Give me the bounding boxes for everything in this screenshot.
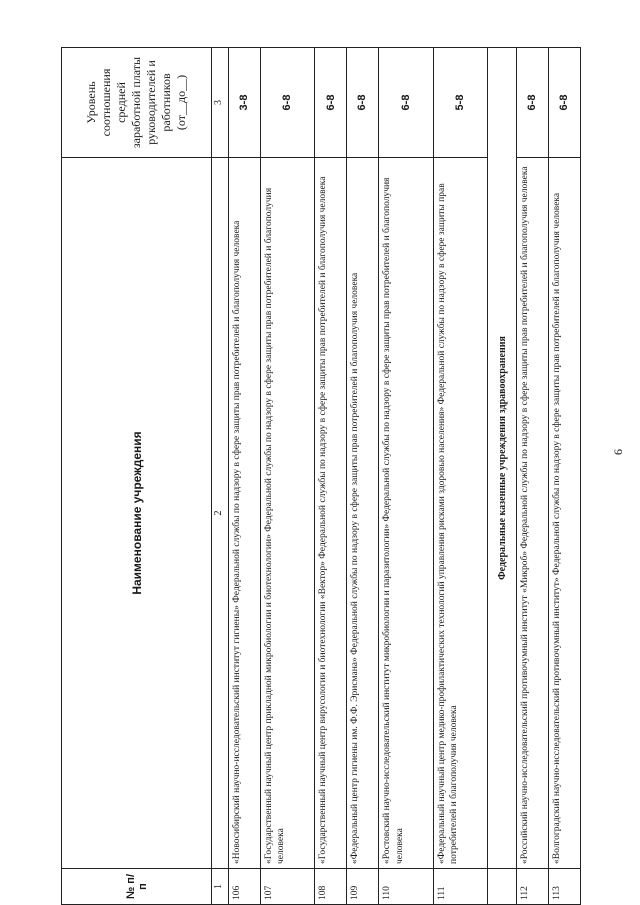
- header-level: Уровень соотношения средней заработной платы руководителей и работников (от__до__): [62, 48, 212, 158]
- col-index-2: 2: [212, 158, 229, 869]
- row-name: «Государственный научный центр прикладной микробиологии и биотехнологии» Федеральной службы по надзору в сфере защиты прав потребителей и благополучия человека: [260, 158, 315, 869]
- row-name: «Новосибирский научно-исследовательский институт гигиены» Федеральной службы по надзору в сфере защиты прав потребителей и благополучия человека: [229, 158, 261, 869]
- row-name: «Федеральный научный центр медико-профилактических технологий управления рисками здоровью населения» Федеральной службы по надзору в сфере защиты прав потребителей и благополучия человека: [433, 158, 488, 869]
- section-row: [488, 48, 517, 905]
- section-empty-cell: [488, 869, 517, 905]
- table-row: [379, 48, 434, 905]
- institutions-table: [61, 47, 581, 905]
- column-index-row: [212, 48, 229, 905]
- col-index-1: 1: [212, 869, 229, 905]
- row-value: 6-8: [260, 48, 315, 158]
- row-num: 109: [347, 869, 379, 905]
- row-value: 6-8: [517, 48, 549, 158]
- row-value: 6-8: [347, 48, 379, 158]
- row-num: 106: [229, 869, 261, 905]
- row-value: 6-8: [379, 48, 434, 158]
- table-row: [517, 48, 549, 905]
- table-row: [315, 48, 347, 905]
- row-num: 107: [260, 869, 315, 905]
- table-row: [433, 48, 488, 905]
- row-name: «Ростовский научно-исследовательский институт микробиологии и паразитологии» Федеральной службы по надзору в сфере защиты прав потребителей и благополучия человека: [379, 158, 434, 869]
- table-header-row: [62, 48, 212, 905]
- page-number: 9: [611, 449, 626, 455]
- header-name: Наименование учреждения: [62, 158, 212, 869]
- row-name: «Государственный научный центр вирусологии и биотехнологии «Вектор» Федеральной службы по надзору в сфере защиты прав потребителей и благополучия человека: [315, 158, 347, 869]
- rotated-table-wrapper: [61, 47, 581, 905]
- row-name: «Российский научно-исследовательский противочумный институт «Микроб» Федеральной службы по надзору в сфере защиты прав потребителей и благополучия человека: [517, 158, 549, 869]
- row-num: 112: [517, 869, 549, 905]
- section-title: Федеральные казенные учреждения здравоохранения: [488, 48, 517, 869]
- row-num: 111: [433, 869, 488, 905]
- table-row: [347, 48, 379, 905]
- row-num: 110: [379, 869, 434, 905]
- row-num: 108: [315, 869, 347, 905]
- table-row: [549, 48, 581, 905]
- row-value: 3-8: [229, 48, 261, 158]
- col-index-3: 3: [212, 48, 229, 158]
- row-value: 6-8: [549, 48, 581, 158]
- row-name: «Волгоградский научно-исследовательский противочумный институт» Федеральной службы по надзору в сфере защиты прав потребителей и благополучия человека: [549, 158, 581, 869]
- row-name: «Федеральный центр гигиены им. Ф.Ф. Эрисмана» Федеральной службы по надзору в сфере защиты прав потребителей и благополучия человека: [347, 158, 379, 869]
- header-num: № п/п: [62, 869, 212, 905]
- row-value: 6-8: [315, 48, 347, 158]
- table-row: [229, 48, 261, 905]
- row-value: 5-8: [433, 48, 488, 158]
- table-row: [260, 48, 315, 905]
- row-num: 113: [549, 869, 581, 905]
